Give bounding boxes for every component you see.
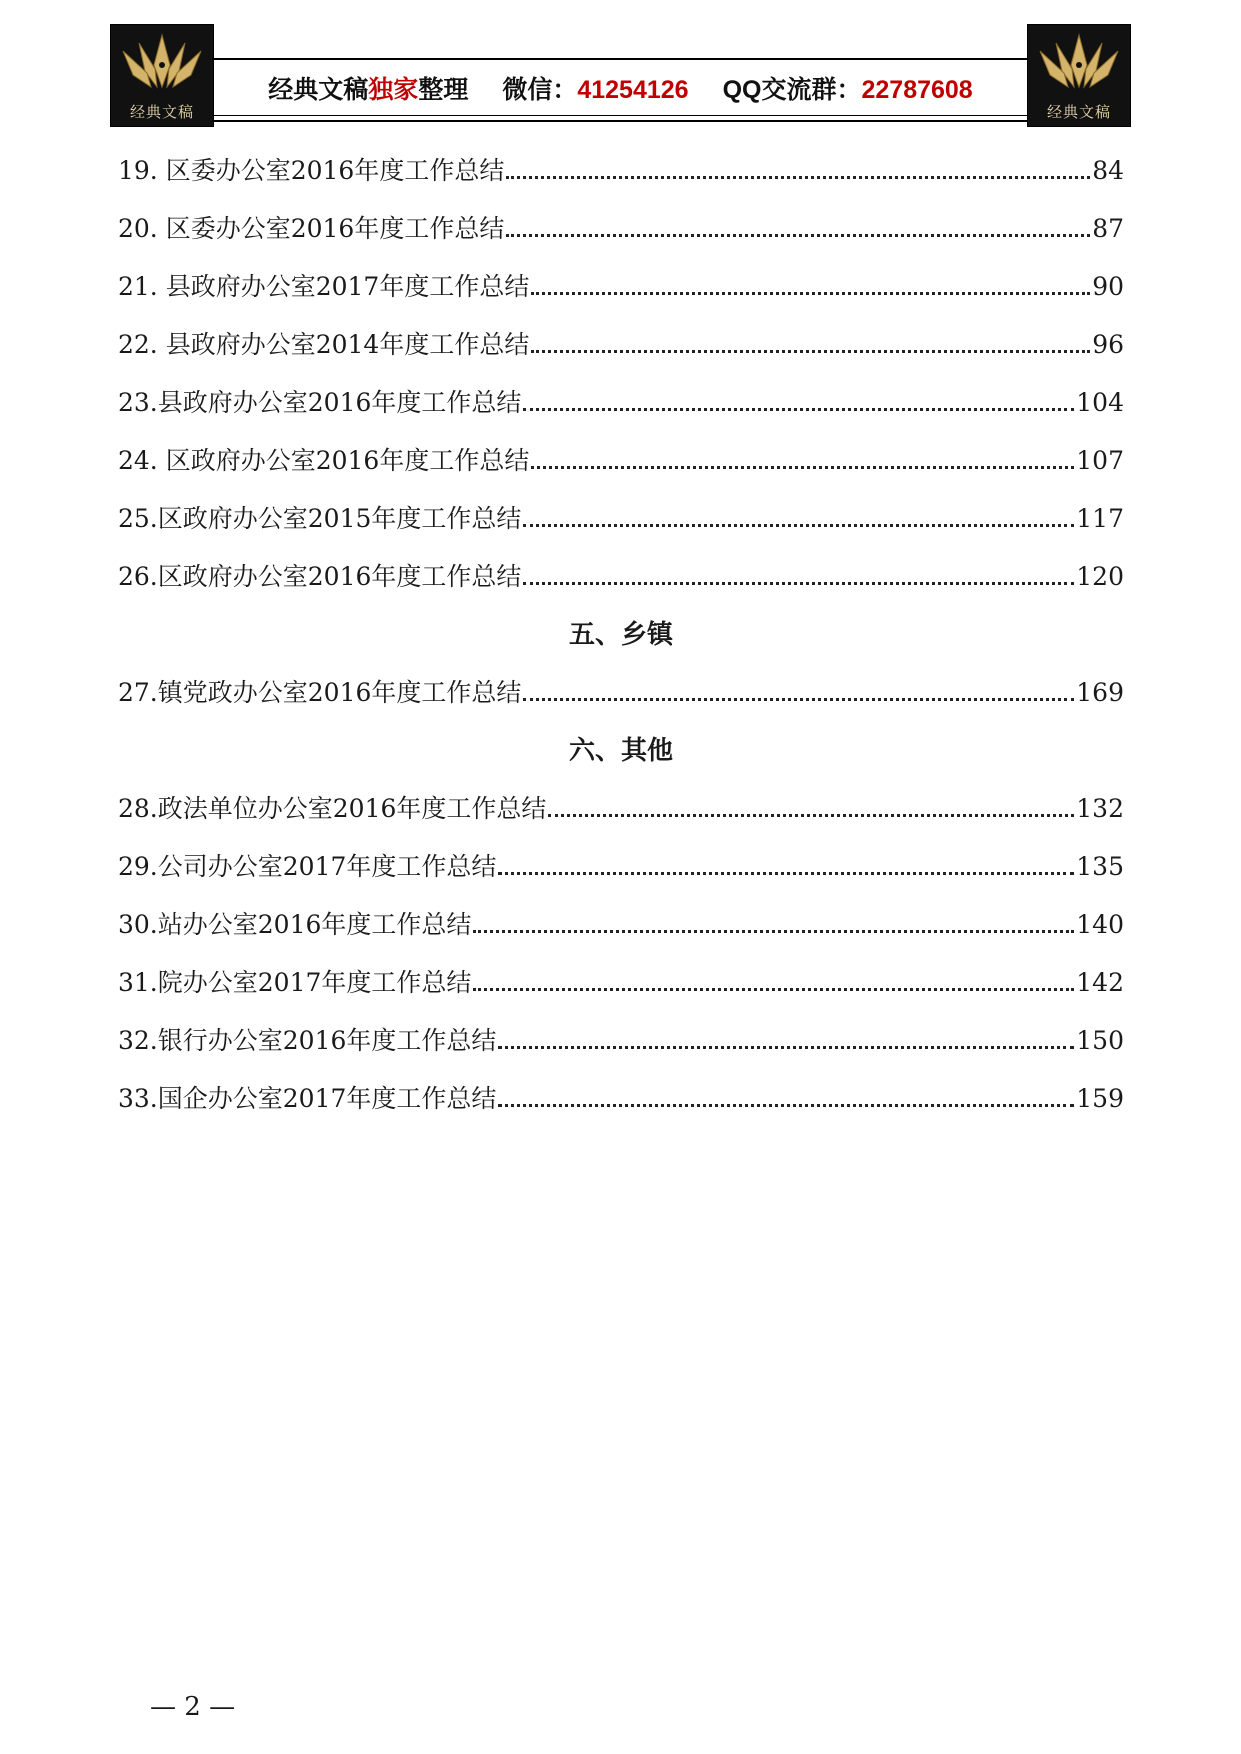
toc-section-heading: 五、乡镇	[568, 620, 673, 650]
toc-leader-dots	[523, 524, 1074, 527]
toc-entry-title: 29.公司办公室2017年度工作总结	[118, 852, 497, 881]
toc-entry[interactable]	[118, 420, 1124, 478]
toc-entry-page: 107	[1076, 446, 1124, 475]
page-number: — 2 —	[150, 1692, 236, 1722]
toc-entry-title: 30.站办公室2016年度工作总结	[118, 910, 472, 939]
toc-leader-dots	[498, 1104, 1074, 1107]
toc-entry-title: 32.银行办公室2016年度工作总结	[118, 1026, 497, 1055]
wechat-label: 微信：	[502, 76, 578, 104]
toc-leader-dots	[498, 872, 1074, 875]
toc-entry[interactable]	[118, 188, 1124, 246]
toc-leader-dots	[506, 234, 1090, 237]
qq-label: QQ交流群：	[722, 76, 862, 104]
toc-entry-page: 104	[1076, 388, 1124, 417]
toc-entry-title: 33.国企办公室2017年度工作总结	[118, 1084, 497, 1113]
page-header	[110, 24, 1131, 125]
toc-entry[interactable]	[118, 652, 1124, 710]
toc-entry-page: 84	[1092, 156, 1124, 185]
toc-entry[interactable]	[118, 536, 1124, 594]
toc-leader-dots	[473, 988, 1074, 991]
toc-entry[interactable]	[118, 1058, 1124, 1116]
pen-logo-right	[1027, 24, 1131, 127]
toc-entry-page: 140	[1076, 910, 1124, 939]
toc-entry-title: 28.政法单位办公室2016年度工作总结	[118, 794, 547, 823]
toc-entry-page: 117	[1076, 504, 1124, 533]
toc-entry-page: 90	[1092, 272, 1124, 301]
qq-value: 22787608	[861, 76, 973, 104]
toc-leader-dots	[523, 698, 1074, 701]
toc-entry-title: 24. 区政府办公室2016年度工作总结	[118, 446, 530, 475]
wechat-value: 41254126	[577, 76, 689, 104]
toc-leader-dots	[548, 814, 1074, 817]
toc-leader-dots	[523, 582, 1074, 585]
toc-entry-page: 120	[1076, 562, 1124, 591]
toc-leader-dots	[531, 292, 1090, 295]
toc-entry-page: 142	[1076, 968, 1124, 997]
table-of-contents	[118, 130, 1124, 1116]
toc-entry-page: 132	[1076, 794, 1124, 823]
toc-entry[interactable]	[118, 942, 1124, 1000]
toc-leader-dots	[523, 408, 1074, 411]
toc-leader-dots	[473, 930, 1074, 933]
toc-leader-dots	[531, 350, 1090, 353]
toc-entry-title: 23.县政府办公室2016年度工作总结	[118, 388, 522, 417]
banner-text-part1: 经典文稿	[268, 76, 369, 104]
logo-text: 经典文稿	[129, 103, 194, 121]
toc-entry-title: 19. 区委办公室2016年度工作总结	[118, 156, 505, 185]
pen-nib-icon	[1034, 31, 1124, 95]
toc-entry[interactable]	[118, 362, 1124, 420]
banner-text-part3: 整理	[418, 76, 469, 104]
toc-leader-dots	[498, 1046, 1074, 1049]
toc-entry-title: 25.区政府办公室2015年度工作总结	[118, 504, 522, 533]
toc-entry[interactable]	[118, 768, 1124, 826]
toc-entry[interactable]	[118, 304, 1124, 362]
pen-nib-icon	[117, 31, 207, 95]
toc-entry-title: 20. 区委办公室2016年度工作总结	[118, 214, 505, 243]
banner-text-exclusive: 独家	[368, 76, 419, 104]
toc-section-heading: 六、其他	[568, 736, 673, 766]
toc-entry-page: 169	[1076, 678, 1124, 707]
toc-entry-title: 22. 县政府办公室2014年度工作总结	[118, 330, 530, 359]
toc-entry[interactable]	[118, 478, 1124, 536]
toc-entry-title: 26.区政府办公室2016年度工作总结	[118, 562, 522, 591]
toc-entry-page: 150	[1076, 1026, 1124, 1055]
toc-entry[interactable]	[118, 826, 1124, 884]
toc-entry-title: 21. 县政府办公室2017年度工作总结	[118, 272, 530, 301]
toc-entry-title: 31.院办公室2017年度工作总结	[118, 968, 472, 997]
pen-logo-left	[110, 24, 214, 127]
toc-entry-page: 96	[1092, 330, 1124, 359]
toc-entry[interactable]	[118, 884, 1124, 942]
toc-entry[interactable]	[118, 130, 1124, 188]
toc-leader-dots	[506, 176, 1090, 179]
banner-text	[212, 70, 1029, 106]
toc-entry[interactable]	[118, 1000, 1124, 1058]
toc-entry-page: 87	[1092, 214, 1124, 243]
toc-entry[interactable]	[118, 246, 1124, 304]
header-banner	[212, 58, 1029, 122]
toc-entry-page: 135	[1076, 852, 1124, 881]
logo-text: 经典文稿	[1046, 103, 1111, 121]
toc-entry-page: 159	[1076, 1084, 1124, 1113]
toc-entry-title: 27.镇党政办公室2016年度工作总结	[118, 678, 522, 707]
toc-leader-dots	[531, 466, 1074, 469]
